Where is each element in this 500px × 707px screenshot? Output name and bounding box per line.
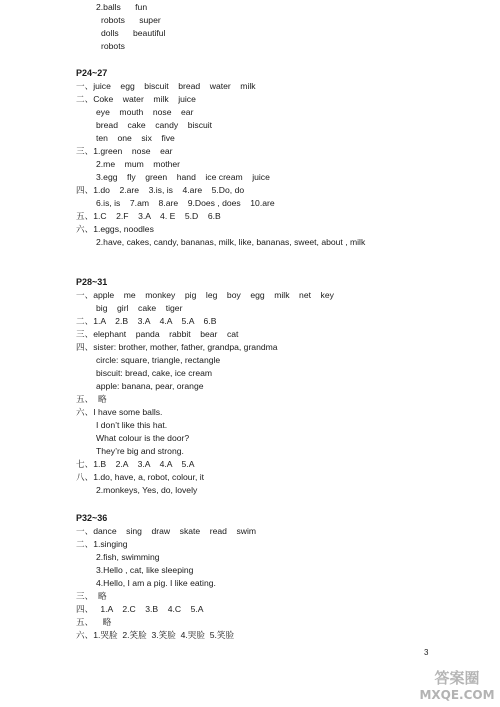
section-heading: P28~31 [76, 277, 108, 287]
answer-line: ten one six five [96, 133, 175, 143]
answer-line: 四、sister: brother, mother, father, grandpa, grandma [76, 342, 278, 352]
answer-line: 四、1.do 2.are 3.is, is 4.are 5.Do, do [76, 185, 245, 195]
watermark-logo [418, 664, 496, 704]
answer-line: 三、elephant panda rabbit bear cat [76, 329, 239, 339]
answer-line: 一、juice egg biscuit bread water milk [76, 81, 256, 91]
answer-line: bread cake candy biscuit [96, 120, 213, 130]
answer-line: 3.Hello , cat, like sleeping [96, 565, 194, 575]
answer-line: 二、1.singing [76, 539, 128, 549]
answer-line: 五、 略 [76, 617, 112, 627]
answer-line: 4.Hello, I am a pig. I like eating. [96, 578, 216, 588]
answer-line: apple: banana, pear, orange [96, 381, 204, 391]
answer-line: 五、 略 [76, 394, 107, 404]
page-number: 3 [424, 648, 429, 657]
answer-line: eye mouth nose ear [96, 107, 194, 117]
answer-line: 2.fish, swimming [96, 552, 160, 562]
answer-line: 五、1.C 2.F 3.A 4. E 5.D 6.B [76, 211, 221, 221]
answer-line: 四、 1.A 2.C 3.B 4.C 5.A [76, 604, 204, 614]
answer-line: robots super [101, 15, 161, 25]
watermark-line2: MXQE.COM [419, 688, 495, 702]
answer-line: big girl cake tiger [96, 303, 183, 313]
answer-line: 二、1.A 2.B 3.A 4.A 5.A 6.B [76, 316, 217, 326]
section-heading: P24~27 [76, 68, 108, 78]
answer-line: biscuit: bread, cake, ice cream [96, 368, 213, 378]
answer-line: 六、I have some balls. [76, 407, 163, 417]
answer-line: 二、Coke water milk juice [76, 94, 196, 104]
section-heading: P32~36 [76, 513, 108, 523]
answer-line: 一、dance sing draw skate read swim [76, 526, 257, 536]
answer-line: I don’t like this hat. [96, 420, 168, 430]
answer-line: They’re big and strong. [96, 446, 184, 456]
answer-line: 2.balls fun [96, 2, 148, 12]
answer-line: 2.have, cakes, candy, bananas, milk, like, bananas, sweet, about , milk [96, 237, 366, 247]
answer-line: 六、1.eggs, noodles [76, 224, 154, 234]
answer-line: 2.monkeys, Yes, do, lovely [96, 485, 198, 495]
answer-line: 6.is, is 7.am 8.are 9.Does , does 10.are [96, 198, 275, 208]
answer-line: 一、apple me monkey pig leg boy egg milk net key [76, 290, 334, 300]
answer-line: robots [101, 41, 125, 51]
answer-line: 2.me mum mother [96, 159, 181, 169]
answer-line: What colour is the door? [96, 433, 190, 443]
watermark-line1: 答案圈 [434, 669, 480, 687]
answer-line: 六、1.哭脸 2.笑脸 3.笑脸 4.哭脸 5.笑脸 [76, 630, 235, 640]
answer-line: 3.egg fly green hand ice cream juice [96, 172, 270, 182]
answer-line: 三、1.green nose ear [76, 146, 173, 156]
answer-line: 三、 略 [76, 591, 107, 601]
answer-line: dolls beautiful [101, 28, 166, 38]
answer-line: 八、1.do, have, a, robot, colour, it [76, 472, 205, 482]
answer-line: circle: square, triangle, rectangle [96, 355, 221, 365]
answer-line: 七、1.B 2.A 3.A 4.A 5.A [76, 459, 195, 469]
